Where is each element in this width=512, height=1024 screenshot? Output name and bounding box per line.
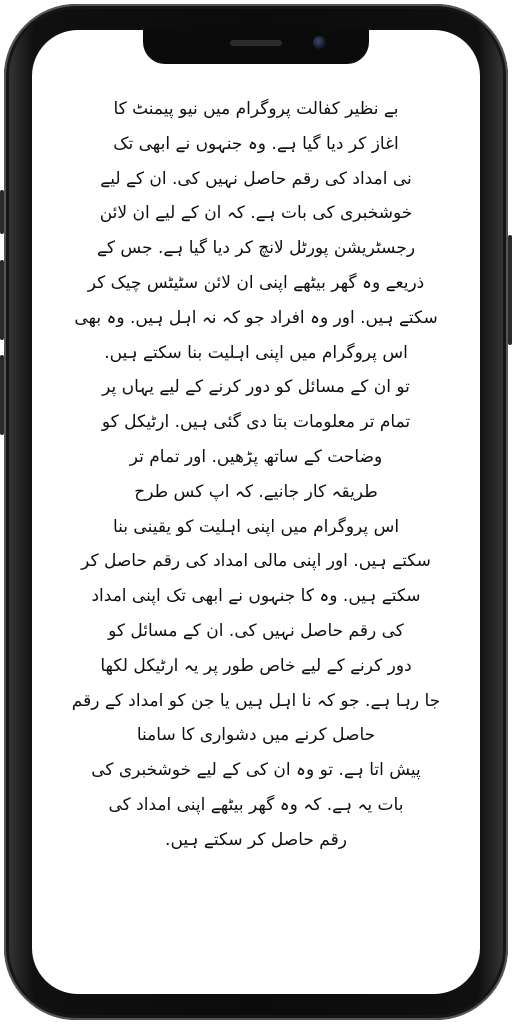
article-line: تو ان کے مسائل کو دور کرنے کے لیے یہاں پر [102,377,410,398]
article-line: نی امداد کی رقم حاصل نہیں کی. ان کے لیے [100,168,412,189]
speaker-grille [230,40,282,46]
notch [143,30,369,64]
article-body [58,92,454,858]
volume-up-button [0,260,4,340]
article-line: خوشخبری کی بات ہے. کہ ان کے لیے ان لائن [99,203,413,224]
article-line: حاصل کرنے میں دشواری کا سامنا [136,725,376,746]
power-button [508,235,512,345]
article-line: دور کرنے کے لیے خاص طور پر یہ ارٹیکل لکھا [100,655,412,676]
article-line: سکتے ہیں. وہ کا جنہوں نے ابھی تک اپنی امداد [91,586,421,607]
article-line: رجسٹریشن پورٹل لانچ کر دیا گیا ہے. جس کے [96,238,416,259]
volume-down-button [0,355,4,435]
article-line: تمام تر معلومات بتا دی گئی ہیں. ارٹیکل کو [101,412,411,433]
article-line: بے نظیر کفالت پروگرام میں نیو پیمنٹ کا [113,99,399,119]
article-line: وضاحت کے ساتھ پڑھیں. اور تمام تر [129,446,383,467]
article-line: ذریعے وہ گھر بیٹھے اپنی ان لائن سٹیٹس چیک کر [87,272,425,293]
article-line: سکتے ہیں. اور وہ افراد جو کہ نہ اہل ہیں. وہ بھی [74,307,438,328]
article-line: جا رہا ہے. جو کہ نا اہل ہیں یا جن کو امداد کے رقم [71,690,441,711]
article-line: کی رقم حاصل نہیں کی. ان کے مسائل کو [108,620,404,641]
mute-switch [0,190,4,234]
article-line: سکتے ہیں. اور اپنی مالی امداد کی رقم حاصل کر [81,551,431,572]
front-camera-icon [313,36,326,49]
article-line: رقم حاصل کر سکتے ہیں. [165,829,347,850]
article-line: طریقہ کار جانیے. کہ اپ کس طرح [134,481,378,502]
article-line: اغاز کر دیا گیا ہے. وہ جنہوں نے ابھی تک [113,133,399,154]
phone-screen [32,30,480,994]
article-line: اس پروگرام میں اپنی اہلیت بنا سکتے ہیں. [104,342,408,363]
article-line: پیش اتا ہے. تو وہ ان کی کے لیے خوشخبری کی [91,760,421,781]
article-line: اس پروگرام میں اپنی اہلیت کو یقینی بنا [112,516,400,537]
article-line: بات یہ ہے. کہ وہ گھر بیٹھے اپنی امداد کی [108,794,404,815]
